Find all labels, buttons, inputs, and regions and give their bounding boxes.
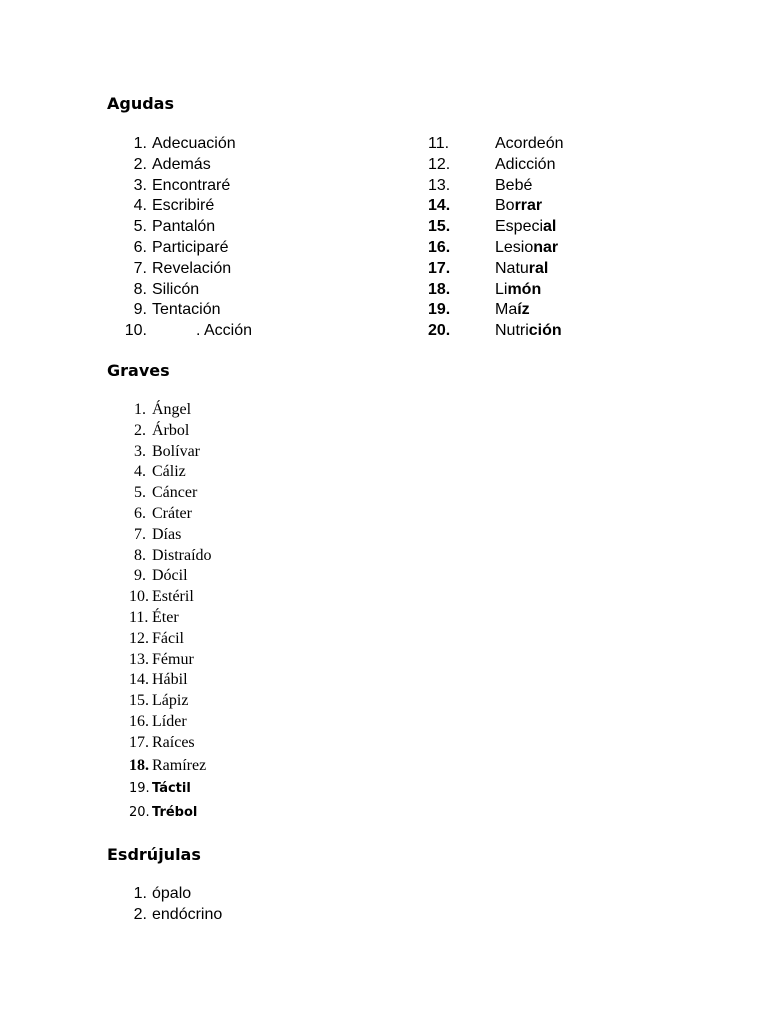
item-word: Bolívar [152, 442, 200, 460]
item-word: Adecuación [152, 135, 236, 152]
word-plain-part: Lesio [495, 239, 534, 256]
item-number: 4. [133, 197, 147, 215]
item-word [495, 134, 564, 154]
item-number: 15. [129, 692, 149, 710]
word-bold-part: món [507, 280, 542, 298]
item-number: 11. [428, 135, 450, 152]
item-number: 6. [133, 239, 147, 256]
item-number: 6. [134, 505, 146, 522]
item-word: Días [152, 525, 182, 543]
word-bold-part: ral [528, 259, 549, 277]
item-word: Fácil [152, 629, 184, 647]
word-bold-part: rrar [514, 197, 543, 215]
heading-graves: Graves [107, 361, 170, 380]
item-word: ópalo [152, 885, 192, 902]
item-word: Trébol [152, 805, 198, 821]
item-number: 8. [134, 546, 146, 564]
item-number: 11. [129, 609, 149, 626]
item-word [495, 300, 530, 320]
item-number: 17. [129, 733, 149, 751]
item-word: Hábil [152, 671, 188, 689]
item-word [495, 155, 555, 175]
item-word: Tentación [152, 301, 221, 319]
item-number: 7. [134, 525, 146, 543]
item-number: 12. [129, 629, 149, 647]
item-number: 18. [129, 756, 149, 774]
item-word: Escribiré [152, 197, 215, 215]
item-word: Además [152, 155, 211, 173]
item-word: Líder [152, 713, 187, 730]
item-word: . Acción [196, 322, 253, 340]
item-number: 9. [133, 301, 147, 319]
item-number: 2. [133, 155, 147, 173]
item-word [495, 280, 541, 300]
word-plain-part: Adicción [495, 155, 556, 173]
item-number: 3. [134, 442, 146, 460]
item-word: Estéril [152, 588, 194, 606]
heading-agudas: Agudas [107, 94, 174, 113]
item-word: Dócil [152, 567, 188, 585]
item-number: 20. [428, 322, 451, 340]
item-word: Fémur [152, 650, 194, 668]
item-number: 13. [428, 176, 451, 194]
item-number: 3. [133, 176, 147, 194]
item-number: 12. [428, 155, 451, 173]
item-number: 4. [134, 463, 146, 481]
item-number: 7. [133, 259, 147, 277]
item-word [495, 259, 548, 279]
item-word [495, 238, 558, 258]
item-number: 16. [129, 713, 149, 730]
item-word [495, 196, 542, 216]
item-number: 18. [428, 280, 451, 298]
item-word: Cáliz [152, 463, 186, 481]
word-plain-part: Bebé [495, 176, 533, 194]
item-word: Raíces [152, 733, 195, 751]
item-word: Distraído [152, 546, 212, 564]
item-number: 19. [129, 781, 150, 797]
item-word: Participaré [152, 239, 229, 256]
item-number: 5. [134, 484, 146, 502]
word-bold-part: íz [517, 301, 530, 319]
item-number: 1. [134, 401, 146, 418]
word-bold-part: al [543, 218, 557, 236]
item-word [495, 321, 562, 341]
item-number: 9. [134, 567, 146, 585]
word-plain-part: Especi [495, 218, 544, 236]
item-word: Táctil [152, 781, 191, 797]
item-number: 19. [428, 301, 451, 319]
item-number: 16. [428, 239, 451, 256]
item-number: 14. [129, 671, 149, 689]
item-word: Éter [152, 609, 179, 626]
item-word: Pantalón [152, 218, 216, 236]
item-word: Cáncer [152, 484, 198, 502]
item-word [495, 176, 532, 196]
item-number: 15. [428, 218, 451, 236]
item-word: Revelación [152, 259, 232, 277]
item-word: Lápiz [152, 692, 189, 710]
word-plain-part: Ma [495, 301, 518, 319]
item-number: 2. [133, 905, 147, 923]
item-number: 14. [428, 197, 451, 215]
item-number: 17. [428, 259, 451, 277]
word-plain-part: Acordeón [495, 135, 564, 152]
word-bold-part: ción [528, 322, 562, 340]
item-word: Ángel [152, 401, 192, 418]
word-plain-part: Natu [495, 259, 529, 277]
item-word: Silicón [152, 280, 200, 298]
item-number: 2. [134, 421, 146, 439]
word-bold-part: nar [533, 239, 559, 256]
word-plain-part: Nutri [495, 322, 529, 340]
item-number: 8. [133, 280, 147, 298]
item-number: 10. [124, 322, 147, 340]
word-plain-part: Li [495, 280, 508, 298]
item-number: 20. [129, 805, 150, 821]
item-number: 1. [133, 135, 147, 152]
heading-esdrujulas: Esdrújulas [107, 845, 201, 864]
item-word: Encontraré [152, 176, 231, 194]
item-word: Ramírez [152, 756, 207, 774]
word-plain-part: Bo [495, 197, 515, 215]
item-word [495, 217, 556, 237]
item-number: 5. [133, 218, 147, 236]
item-word: endócrino [152, 905, 223, 923]
item-word: Cráter [152, 505, 192, 522]
item-word: Árbol [152, 421, 190, 439]
item-number: 1. [133, 885, 147, 902]
item-number: 13. [129, 650, 149, 668]
item-number: 10. [129, 588, 149, 606]
